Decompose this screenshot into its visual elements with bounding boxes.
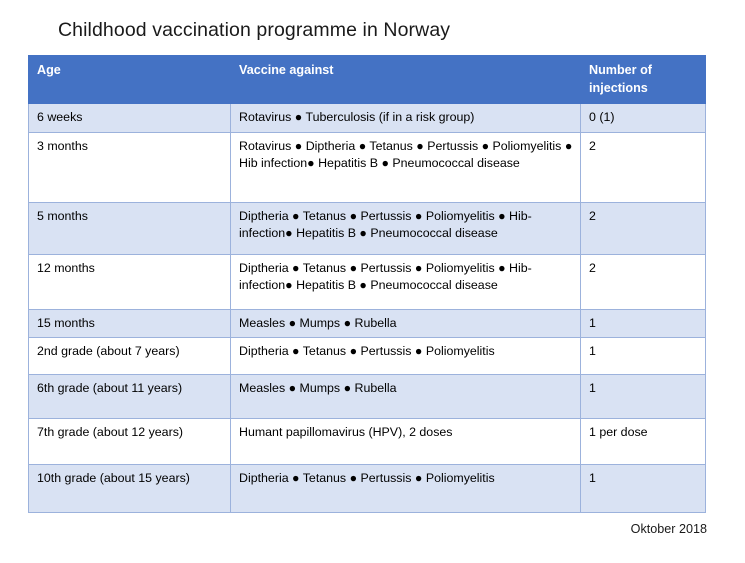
table-header-row <box>29 56 706 104</box>
cell-injections: 2 <box>581 254 706 309</box>
cell-age: 10th grade (about 15 years) <box>29 465 231 513</box>
cell-injections: 1 <box>581 375 706 419</box>
cell-vaccine: Diptheria ● Tetanus ● Pertussis ● Poliomyelitis ● Hib- infection● Hepatitis B ● Pneumococcal disease <box>231 202 581 254</box>
table-row <box>29 104 706 133</box>
table-row <box>29 375 706 419</box>
cell-vaccine: Rotavirus ● Diptheria ● Tetanus ● Pertussis ● Poliomyelitis ● Hib infection● Hepatitis B ● Pneumococcal disease <box>231 132 581 202</box>
cell-vaccine: Measles ● Mumps ● Rubella <box>231 375 581 419</box>
table-row <box>29 254 706 309</box>
cell-injections: 2 <box>581 132 706 202</box>
cell-age: 2nd grade (about 7 years) <box>29 338 231 375</box>
cell-age: 15 months <box>29 309 231 338</box>
table-row <box>29 465 706 513</box>
cell-age: 3 months <box>29 132 231 202</box>
cell-vaccine: Humant papillomavirus (HPV), 2 doses <box>231 419 581 465</box>
cell-age: 7th grade (about 12 years) <box>29 419 231 465</box>
cell-age: 12 months <box>29 254 231 309</box>
cell-vaccine: Diptheria ● Tetanus ● Pertussis ● Poliomyelitis ● Hib- infection● Hepatitis B ● Pneumococcal disease <box>231 254 581 309</box>
cell-injections: 1 <box>581 338 706 375</box>
table-body <box>29 104 706 513</box>
vaccination-schedule-table <box>28 55 706 513</box>
column-header-vaccine-against: Vaccine against <box>231 56 581 104</box>
footer-date: Oktober 2018 <box>630 522 707 536</box>
table-row <box>29 338 706 375</box>
column-header-injections-line1: Number of <box>589 63 652 77</box>
cell-vaccine: Measles ● Mumps ● Rubella <box>231 309 581 338</box>
cell-vaccine: Diptheria ● Tetanus ● Pertussis ● Poliomyelitis <box>231 338 581 375</box>
column-header-age: Age <box>29 56 231 104</box>
cell-injections: 1 <box>581 309 706 338</box>
column-header-injections-line2: injections <box>589 80 648 95</box>
page-title: Childhood vaccination programme in Norway <box>58 19 451 41</box>
cell-injections: 2 <box>581 202 706 254</box>
table-row <box>29 309 706 338</box>
cell-vaccine: Rotavirus ● Tuberculosis (if in a risk group) <box>231 104 581 133</box>
cell-injections: 0 (1) <box>581 104 706 133</box>
cell-injections: 1 <box>581 465 706 513</box>
column-header-number-of-injections <box>581 56 706 104</box>
table-row <box>29 202 706 254</box>
cell-age: 5 months <box>29 202 231 254</box>
cell-age: 6 weeks <box>29 104 231 133</box>
table-row <box>29 132 706 202</box>
table-row <box>29 419 706 465</box>
table-header <box>29 56 706 104</box>
cell-injections: 1 per dose <box>581 419 706 465</box>
cell-age: 6th grade (about 11 years) <box>29 375 231 419</box>
cell-vaccine: Diptheria ● Tetanus ● Pertussis ● Poliomyelitis <box>231 465 581 513</box>
